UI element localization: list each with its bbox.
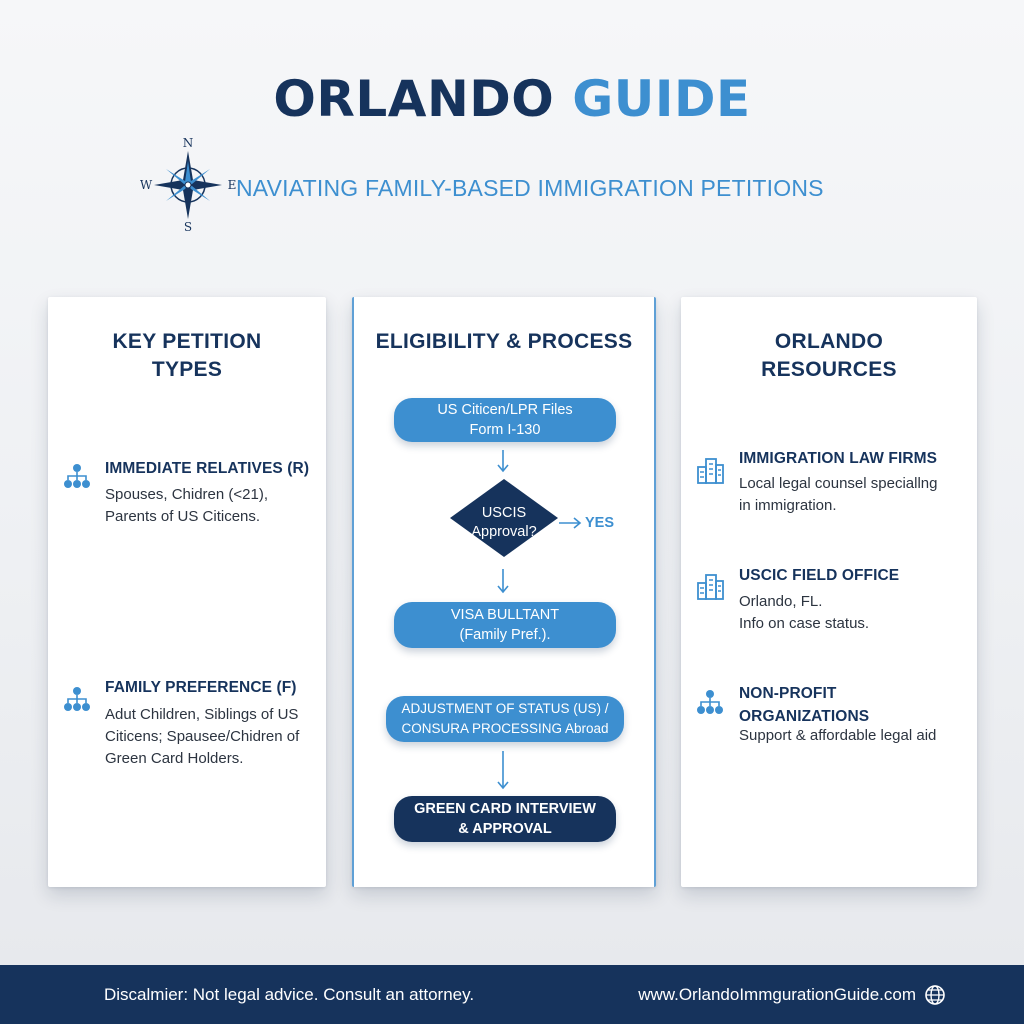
- globe-icon: [924, 984, 946, 1006]
- immediate-relatives-line2: Parents of US Citicens.: [105, 508, 261, 525]
- arrow-down-icon: [495, 750, 511, 790]
- disclaimer-text: Discalmier: Not legal advice. Consult an attorney.: [104, 985, 475, 1004]
- petition-types-title-line2: TYPES: [151, 358, 223, 381]
- flow-step-file-i130: [394, 398, 616, 442]
- family-preference-line1: Adut Children, Siblings of US: [105, 706, 299, 723]
- people-network-icon: [695, 688, 725, 718]
- flow-step-3-line1: VISA BULLTANT: [450, 607, 560, 623]
- decision-line1: USCIS: [481, 505, 527, 521]
- arrow-down-icon: [495, 568, 511, 594]
- flow-step-4-line2: CONSURA PROCESSING Abroad: [401, 721, 609, 736]
- orlando-resources-title-line2: RESOURCES: [761, 358, 897, 381]
- subtitle: NAVIATING FAMILY-BASED IMMIGRATION PETITIONS: [236, 175, 824, 201]
- petition-types-card: [48, 297, 326, 887]
- family-tree-icon: [62, 462, 92, 492]
- website-link[interactable]: www.OrlandoImmgurationGuide.com: [638, 985, 916, 1004]
- eligibility-process-card: [352, 297, 656, 887]
- yes-label: YES: [585, 515, 615, 531]
- family-preference-line3: Green Card Holders.: [105, 750, 244, 767]
- flow-step-green-card-interview: [394, 796, 616, 842]
- field-office-line1: Orlando, FL.: [739, 593, 823, 610]
- family-preference-heading: FAMILY PREFERENCE (F): [105, 679, 297, 696]
- building-icon: [695, 455, 725, 485]
- field-office-heading: USCIC FIELD OFFICE: [739, 567, 900, 584]
- footer-bar: [0, 965, 1024, 1024]
- petition-types-title-line1: KEY PETITION: [112, 330, 262, 353]
- family-tree-icon: [62, 685, 92, 715]
- flow-step-5-line2: & APPROVAL: [458, 821, 552, 837]
- compass-s-label: S: [183, 220, 193, 234]
- family-preference-line2: Citicens; Spausee/Chidren of: [105, 728, 300, 745]
- non-profit-description: Support & affordable legal aid: [739, 727, 937, 744]
- title-orlando: ORLANDO: [273, 70, 555, 128]
- petition-types-title: [48, 328, 326, 384]
- family-preference-description: [105, 704, 299, 770]
- immediate-relatives-heading: IMMEDIATE RELATIVES (R): [105, 460, 310, 477]
- flow-step-4-line1: ADJUSTMENT OF STATUS (US) /: [401, 701, 609, 716]
- compass-icon: [140, 133, 240, 237]
- field-office-description: [739, 591, 869, 635]
- flow-step-1-line1: US Citicen/LPR Files: [437, 402, 573, 418]
- flow-step-adjustment-status: [386, 696, 624, 742]
- non-profit-heading-line1: NON-PROFIT: [739, 685, 837, 702]
- eligibility-process-title: ELIGIBILITY & PROCESS: [375, 330, 633, 353]
- orlando-resources-title: [681, 328, 977, 384]
- field-office-line2: Info on case status.: [739, 615, 870, 632]
- title-guide: GUIDE: [572, 70, 751, 128]
- non-profit-heading-line2: ORGANIZATIONS: [739, 708, 870, 725]
- non-profit-heading: [739, 682, 869, 728]
- flow-step-3-line2: (Family Pref.).: [459, 627, 551, 643]
- law-firms-line1: Local legal counsel speciallng: [739, 475, 938, 492]
- law-firms-heading: IMMIGRATION LAW FIRMS: [739, 450, 938, 467]
- decision-line2: Approval?: [471, 524, 537, 540]
- immediate-relatives-description: [105, 484, 268, 528]
- orlando-resources-card: [681, 297, 977, 887]
- flow-step-1-line2: Form I-130: [469, 422, 541, 438]
- arrow-right-icon: [558, 516, 582, 530]
- flow-step-visa-bulletin: [394, 602, 616, 648]
- page-title: [0, 70, 1024, 128]
- law-firms-description: [739, 473, 937, 517]
- flow-step-5-line1: GREEN CARD INTERVIEW: [414, 801, 596, 817]
- compass-n-label: N: [182, 136, 194, 150]
- immediate-relatives-line1: Spouses, Chidren (<21),: [105, 486, 269, 503]
- arrow-down-icon: [495, 449, 511, 473]
- decision-label: [446, 504, 562, 542]
- compass-w-label: W: [140, 178, 153, 192]
- orlando-resources-title-line1: ORLANDO: [774, 330, 884, 353]
- law-firms-line2: in immigration.: [739, 497, 837, 514]
- building-icon: [695, 571, 725, 601]
- compass-e-label: E: [227, 178, 237, 192]
